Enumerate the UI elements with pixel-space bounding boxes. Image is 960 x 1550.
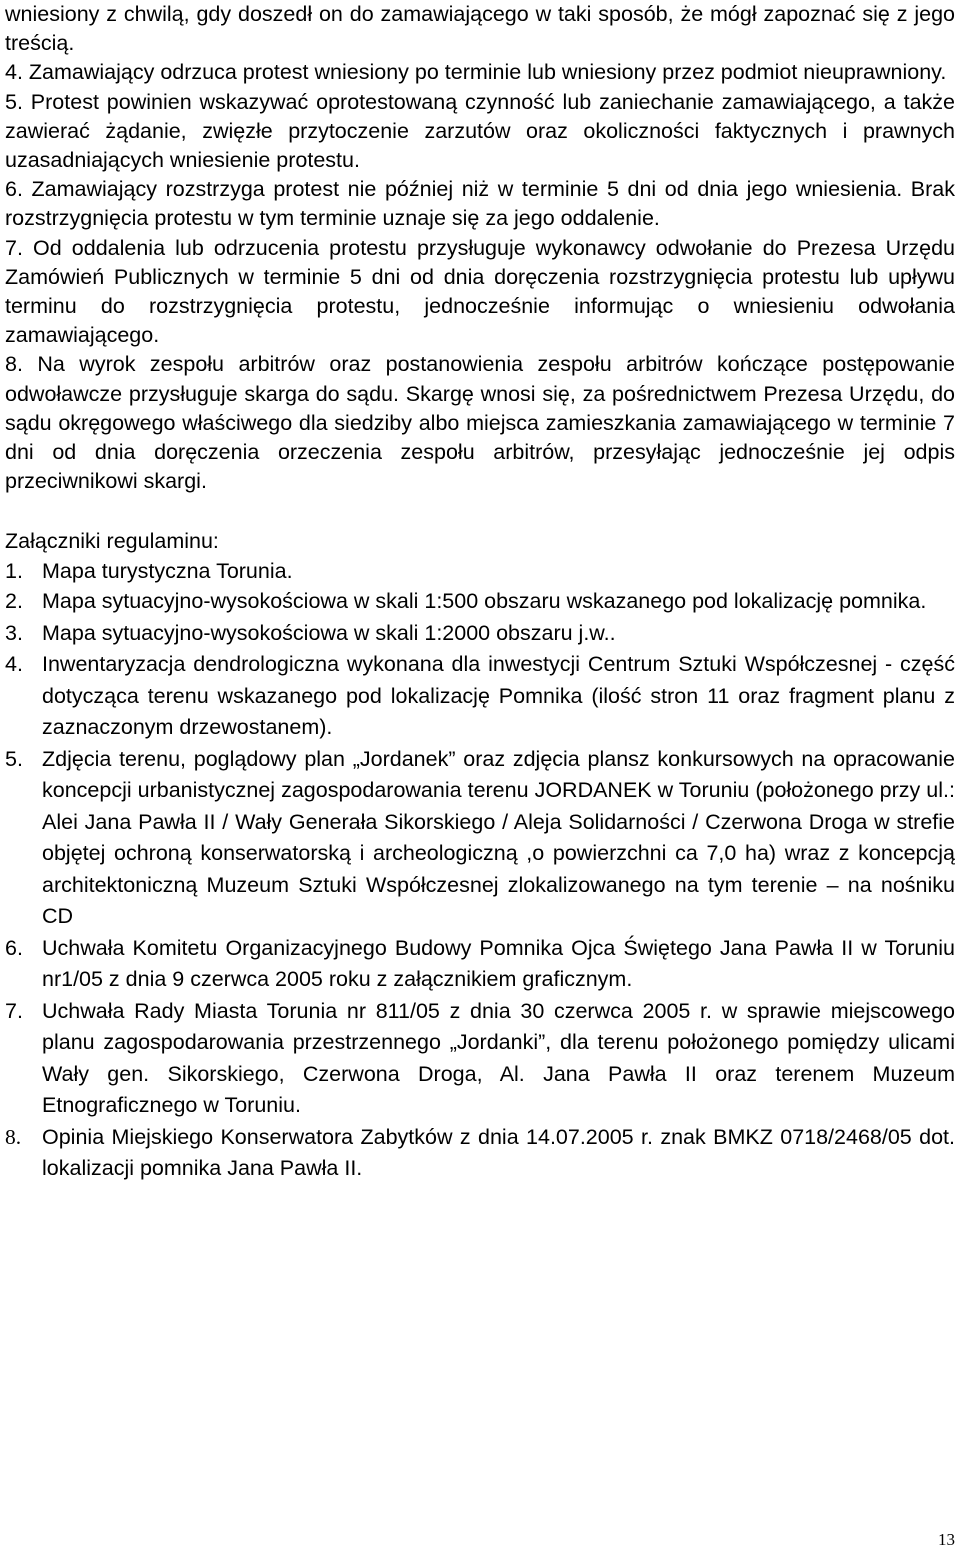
paragraph-8: 8. Na wyrok zespołu arbitrów oraz postanowienia zespołu arbitrów kończące postępowanie odwoławcze przysługuje skarga do sądu. Skargę wnosi się, za pośrednictwem Prezesa Urzędu, do sądu okręgowego właściwego dla siedziby albo miejsca zamieszkania zamawiającego w terminie 7 dni od dnia doręczenia orzeczenia zespołu arbitrów, przesyłając jednocześnie jej odpis przeciwnikowi skargi. xyxy=(5,352,955,494)
attachment-number: 8. xyxy=(5,1124,22,1149)
attachment-item-4 xyxy=(5,649,955,744)
attachment-text: Uchwała Komitetu Organizacyjnego Budowy Pomnika Ojca Świętego Jana Pawła II w Toruniu nr1/05 z dnia 9 czerwca 2005 roku z załącznikiem graficznym. xyxy=(42,935,955,992)
paragraph-continuation: wniesiony z chwilą, gdy doszedł on do zamawiającego w taki sposób, że mógł zapoznać się z jego treścią. xyxy=(5,2,955,56)
attachment-item-3 xyxy=(5,618,955,650)
attachments-heading: Załączniki regulaminu: xyxy=(5,529,219,554)
attachment-text: Inwentaryzacja dendrologiczna wykonana dla inwestycji Centrum Sztuki Współczesnej - część dotycząca terenu wskazanego pod lokalizację Pomnika (ilość stron 11 oraz fragment planu z zaznaczonym drzewostanem). xyxy=(42,652,955,740)
attachment-number: 1. xyxy=(5,559,23,584)
attachment-text: Zdjęcia terenu, poglądowy plan „Jordanek” oraz zdjęcia plansz konkursowych na opracowanie koncepcji urbanistycznej zagospodarowania terenu JORDANEK w Toruniu (położonego przy ul.: Alei Jana Pawła II / Wały Generała Sikorskiego / Aleja Solidarności / Czerwona Droga w strefie objętej ochroną konserwatorską i archeologiczną ,o powierzchni ca 7,0 ha) wraz z koncepcją architektoniczną Muzeum Sztuki Współczesnej zlokalizowanego na tym terenie – na nośniku CD xyxy=(42,746,955,929)
document-page xyxy=(5,0,955,1185)
page-number: 13 xyxy=(938,1530,955,1549)
paragraph-5: 5. Protest powinien wskazywać oprotestowaną czynność lub zaniechanie zamawiającego, a także zawierać żądanie, zwięzłe przytoczenie zarzutów oraz okoliczności faktycznych i prawnych uzasadniających wniesienie protestu. xyxy=(5,89,955,173)
attachment-item-7 xyxy=(5,996,955,1122)
spacer xyxy=(5,496,955,526)
attachment-number: 3. xyxy=(5,620,23,645)
paragraph-6: 6. Zamawiający rozstrzyga protest nie później niż w terminie 5 dni od dnia jego wniesienia. Brak rozstrzygnięcia protestu w tym terminie uznaje się za jego oddalenie. xyxy=(5,177,955,231)
attachment-item-1 xyxy=(5,556,955,586)
attachment-text: Uchwała Rady Miasta Torunia nr 811/05 z dnia 30 czerwca 2005 r. w sprawie miejscowego planu zagospodarowania przestrzennego „Jordanki”, dla terenu położonego pomiędzy ulicami Wały gen. Sikorskiego, Czerwona Droga, Al. Jana Pawła II oraz terenem Muzeum Etnograficznego w Toruniu. xyxy=(42,998,955,1118)
attachment-text: Mapa sytuacyjno-wysokościowa w skali 1:2000 obszaru j.w.. xyxy=(42,620,616,645)
attachment-text: Opinia Miejskiego Konserwatora Zabytków z dnia 14.07.2005 r. znak BMKZ 0718/2468/05 dot. lokalizacji pomnika Jana Pawła II. xyxy=(42,1124,955,1181)
attachment-item-8 xyxy=(5,1122,955,1185)
attachment-number: 5. xyxy=(5,746,23,771)
attachment-text: Mapa turystyczna Torunia. xyxy=(42,559,293,584)
attachment-item-6 xyxy=(5,933,955,996)
paragraph-4: 4. Zamawiający odrzuca protest wniesiony po terminie lub wniesiony przez podmiot nieuprawniony. xyxy=(5,60,947,85)
attachment-item-5 xyxy=(5,744,955,933)
paragraph-7: 7. Od oddalenia lub odrzucenia protestu przysługuje wykonawcy odwołanie do Prezesa Urzędu Zamówień Publicznych w terminie 5 dni od dnia doręczenia rozstrzygnięcia protestu lub upływu terminu do rozstrzygnięcia protestu, jednocześnie informując o wniesieniu odwołania zamawiającego. xyxy=(5,235,955,348)
attachment-text: Mapa sytuacyjno-wysokościowa w skali 1:500 obszaru wskazanego pod lokalizację pomnika. xyxy=(42,589,927,614)
attachment-number: 7. xyxy=(5,998,23,1023)
attachment-number: 2. xyxy=(5,589,23,614)
attachment-number: 4. xyxy=(5,652,23,677)
attachment-number: 6. xyxy=(5,935,23,960)
attachment-item-2 xyxy=(5,586,955,618)
